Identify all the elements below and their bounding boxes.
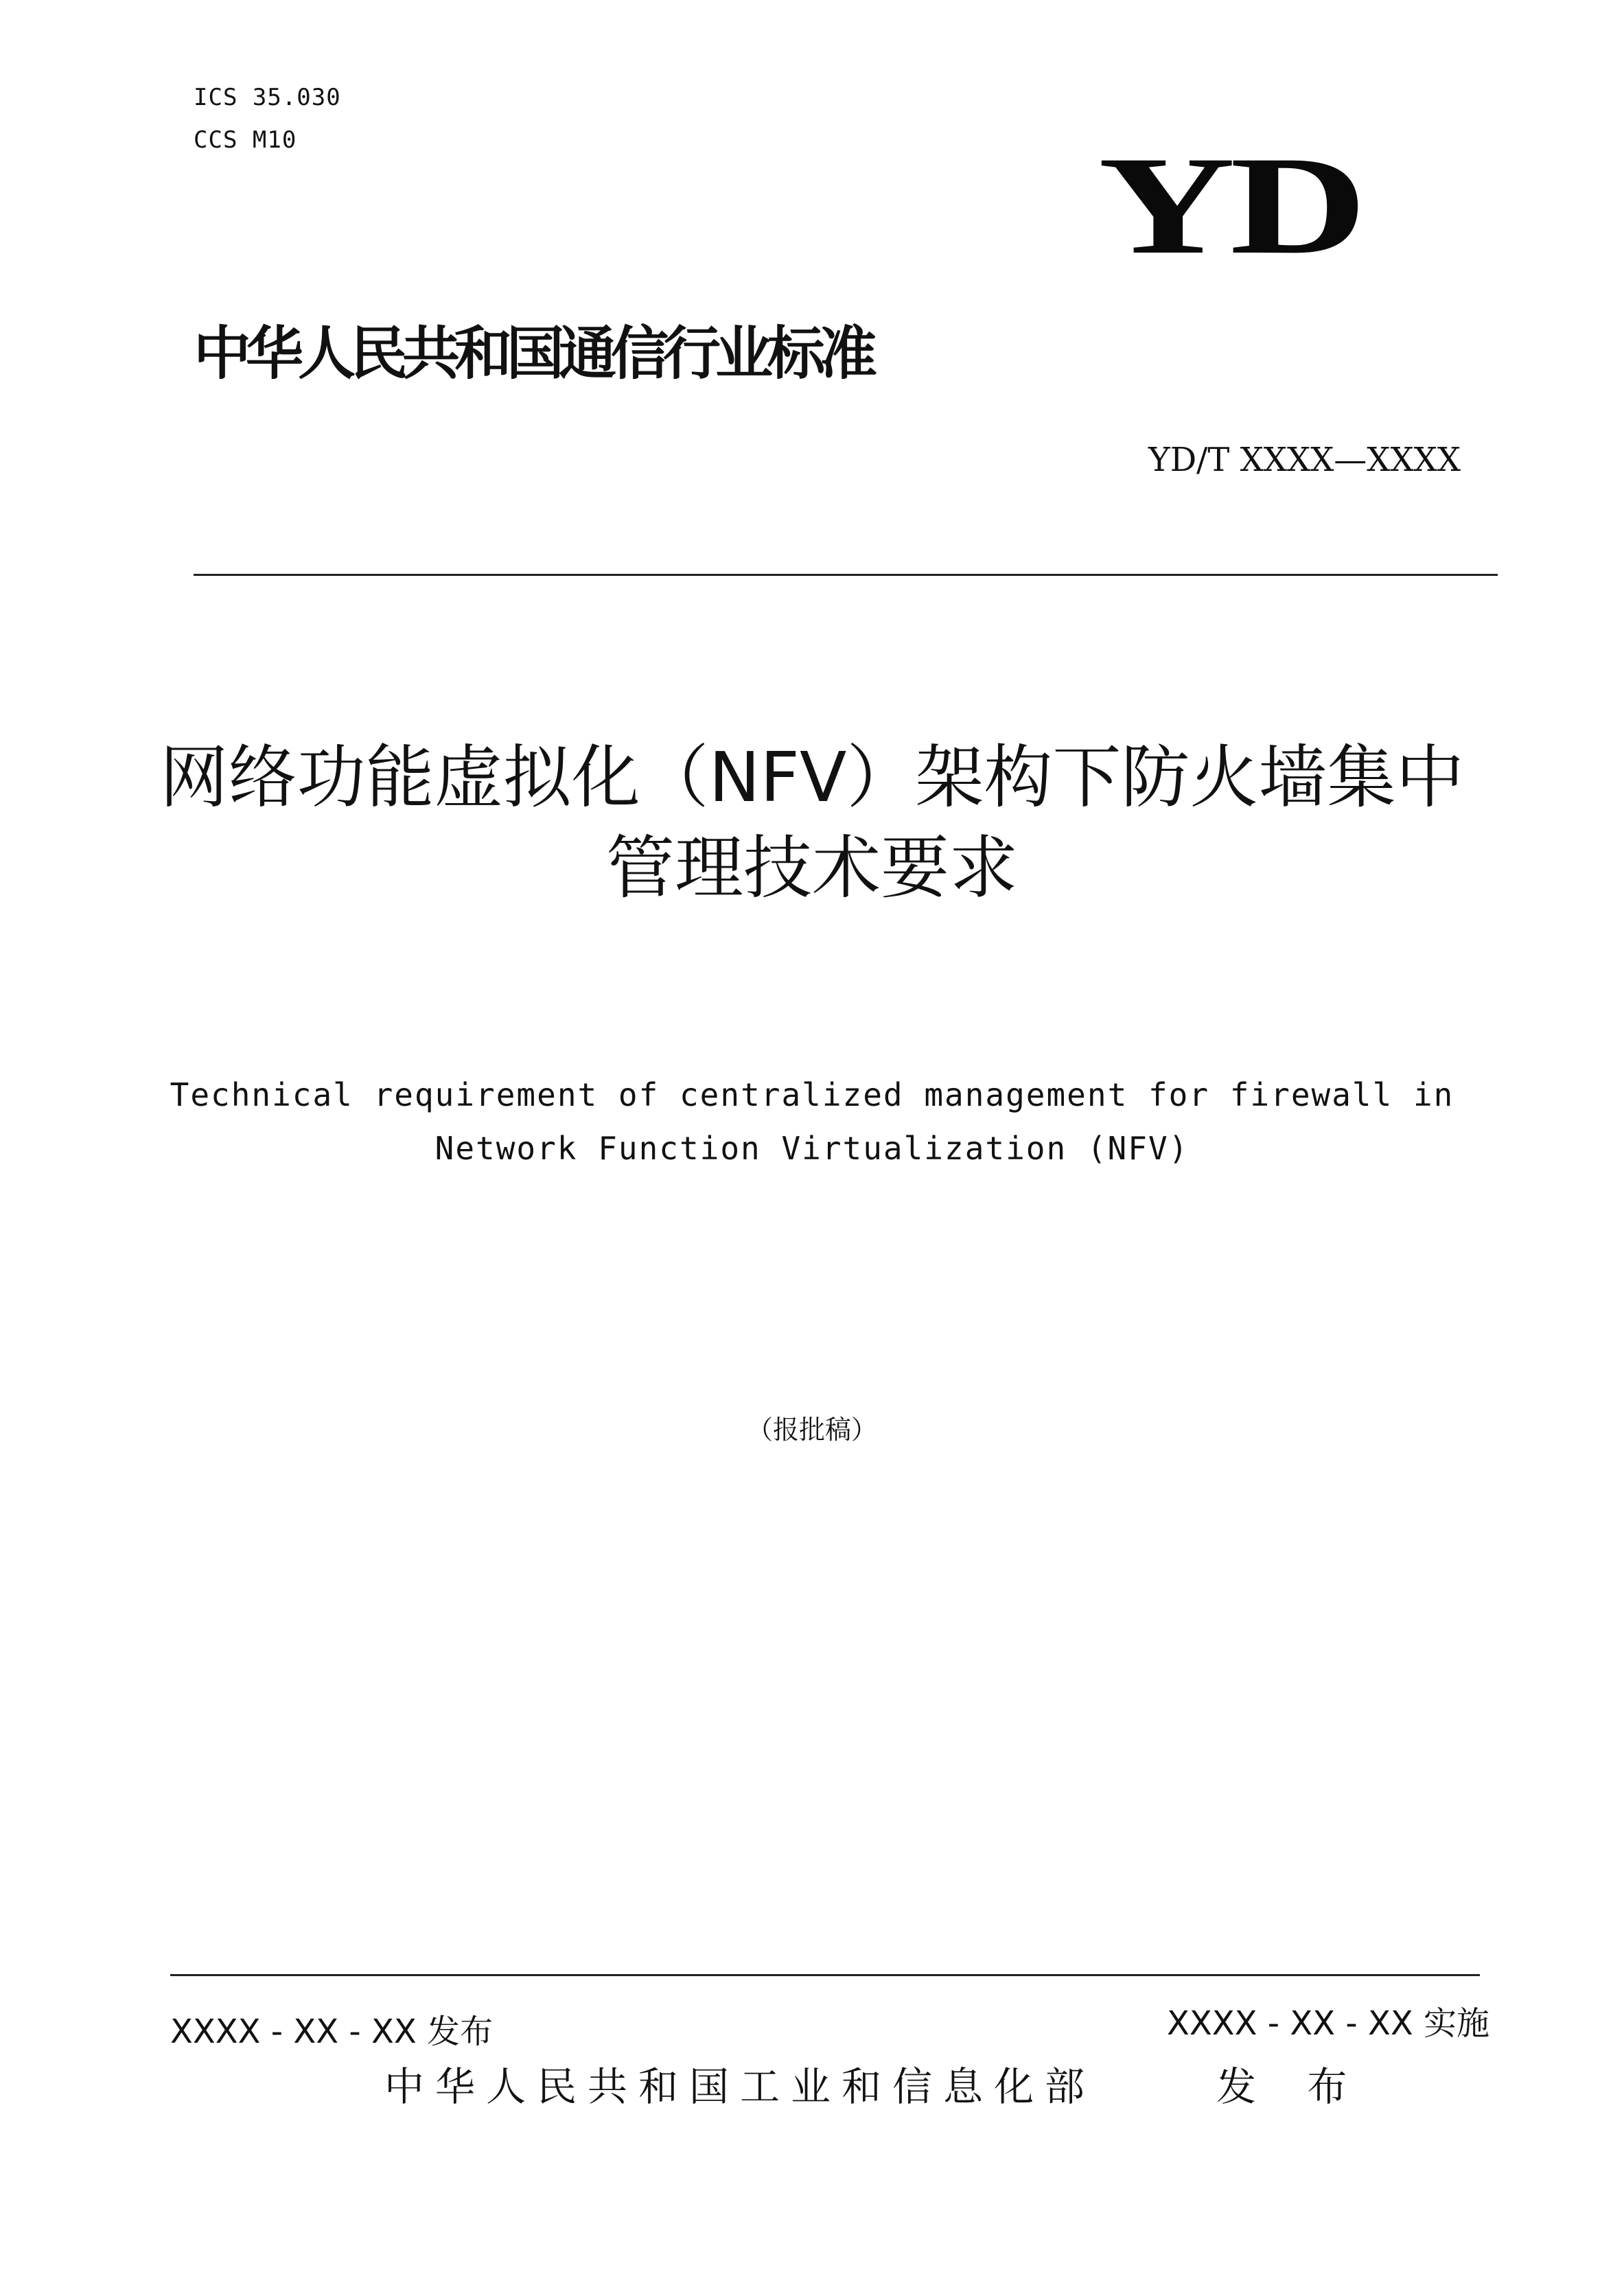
title-cn-line-2: 管理技术要求 (606, 828, 1018, 908)
issue-date: XXXX - XX - XX 发布 (170, 2013, 493, 2051)
header-divider (194, 574, 1498, 576)
ccs-code: CCS M10 (194, 126, 297, 154)
yd-logo: YD (1098, 128, 1362, 283)
title-en-line-2: Network Function Virtualization (NFV) (434, 1130, 1190, 1167)
footer-divider (170, 1974, 1480, 1976)
title-cn-line-1: 网络功能虚拟化（NFV）架构下防火墙集中 (159, 737, 1465, 817)
standard-number: YD/T XXXX—XXXX (1148, 441, 1461, 479)
draft-status: （报批稿） (746, 1415, 877, 1445)
effective-date: XXXX - XX - XX 实施 (1167, 2004, 1489, 2043)
ics-code: ICS 35.030 (194, 84, 341, 111)
issue-action: 发 布 (1216, 2063, 1367, 2110)
issuing-authority: 中华人民共和国工业和信息化部 (384, 2063, 1096, 2110)
title-en-line-1: Technical requirement of centralized management for firewall in (170, 1076, 1454, 1113)
standard-category: 中华人民共和国通信行业标准 (194, 320, 872, 387)
